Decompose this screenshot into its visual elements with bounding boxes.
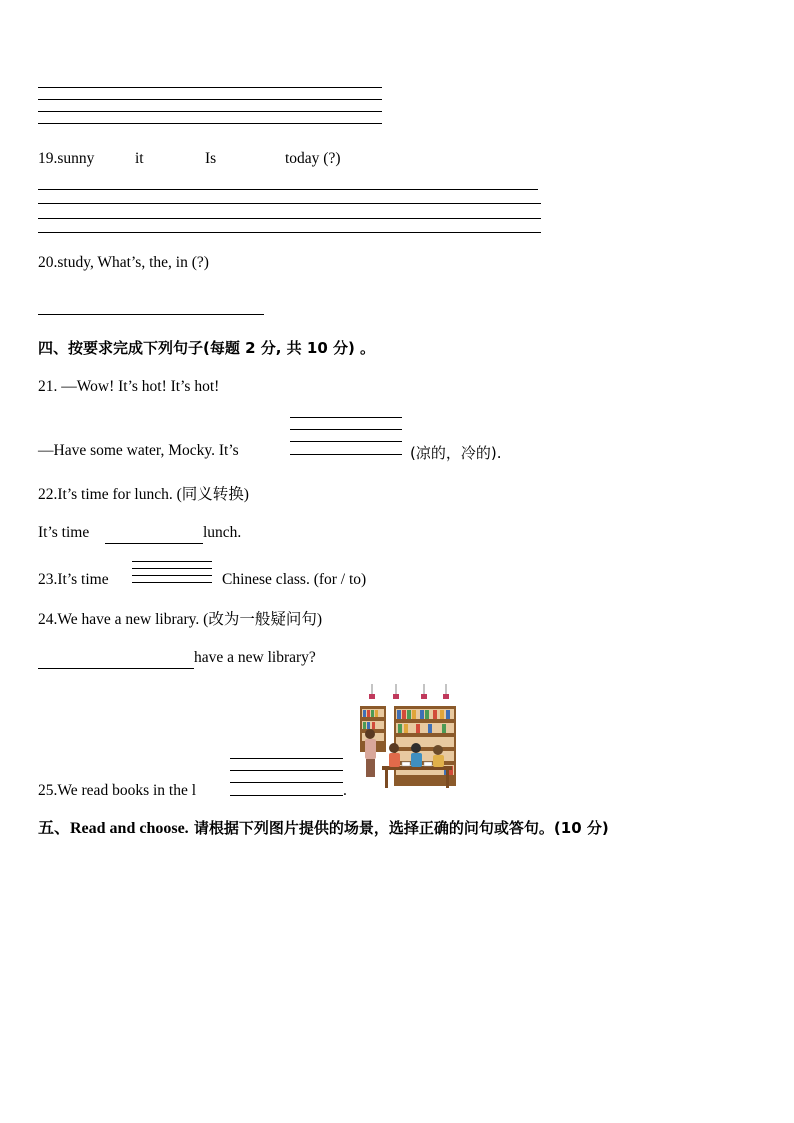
q21-line-2-end: (凉的，冷的). (410, 444, 502, 462)
answer-line[interactable] (38, 111, 382, 112)
answer-line[interactable] (38, 123, 382, 124)
section-4-heading: 四、按要求完成下列句子(每题 2 分, 共 10 分) 。 (38, 339, 376, 357)
q22-line-1: 22.It’s time for lunch. (同义转换) (38, 486, 249, 503)
q23-start: 23.It’s time (38, 571, 109, 588)
q25-start: 25.We read books in the l (38, 782, 197, 799)
q21-answer-blank[interactable] (290, 417, 402, 457)
q19-number: 19. (38, 150, 58, 167)
q21-line-1: 21. —Wow! It’s hot! It’s hot! (38, 378, 220, 395)
q19-word-3: Is (205, 150, 217, 167)
library-illustration (358, 684, 458, 790)
section-5-heading (38, 815, 609, 838)
section-5-heading-rest: 请根据下列图片提供的场景，选择正确的问句或答句。(10 分) (188, 819, 609, 837)
section-5-heading-bold: 五、Read and choose. (38, 820, 189, 837)
answer-line[interactable] (38, 99, 382, 100)
q19-word-2: it (135, 150, 144, 167)
q19-word-4: today (?) (285, 150, 341, 167)
q23-answer-blank[interactable] (132, 561, 212, 587)
answer-line[interactable] (38, 87, 382, 88)
q24-line-1: 24.We have a new library. (改为一般疑问句) (38, 611, 322, 628)
q21-line-2-start: —Have some water, Mocky. It’s (38, 442, 239, 459)
q22-line-2-start: It’s time (38, 524, 90, 541)
q22-answer-blank[interactable] (105, 543, 203, 544)
answer-line[interactable] (38, 218, 541, 219)
question-20: 20.study, What’s, the, in (?) (38, 254, 209, 271)
q25-end: . (343, 782, 347, 799)
lamp-icon (369, 684, 449, 699)
q24-line-2-end: have a new library? (194, 649, 316, 666)
q25-answer-blank[interactable] (230, 758, 343, 798)
answer-line[interactable] (38, 203, 541, 204)
q22-line-2-end: lunch. (203, 524, 242, 541)
q23-end: Chinese class. (for / to) (222, 571, 367, 588)
answer-line[interactable] (38, 232, 541, 233)
q24-answer-blank[interactable] (38, 668, 194, 669)
q19-word-1: sunny (57, 150, 95, 167)
question-19 (38, 150, 94, 168)
q20-answer-line[interactable] (38, 314, 264, 315)
answer-line[interactable] (38, 189, 538, 190)
